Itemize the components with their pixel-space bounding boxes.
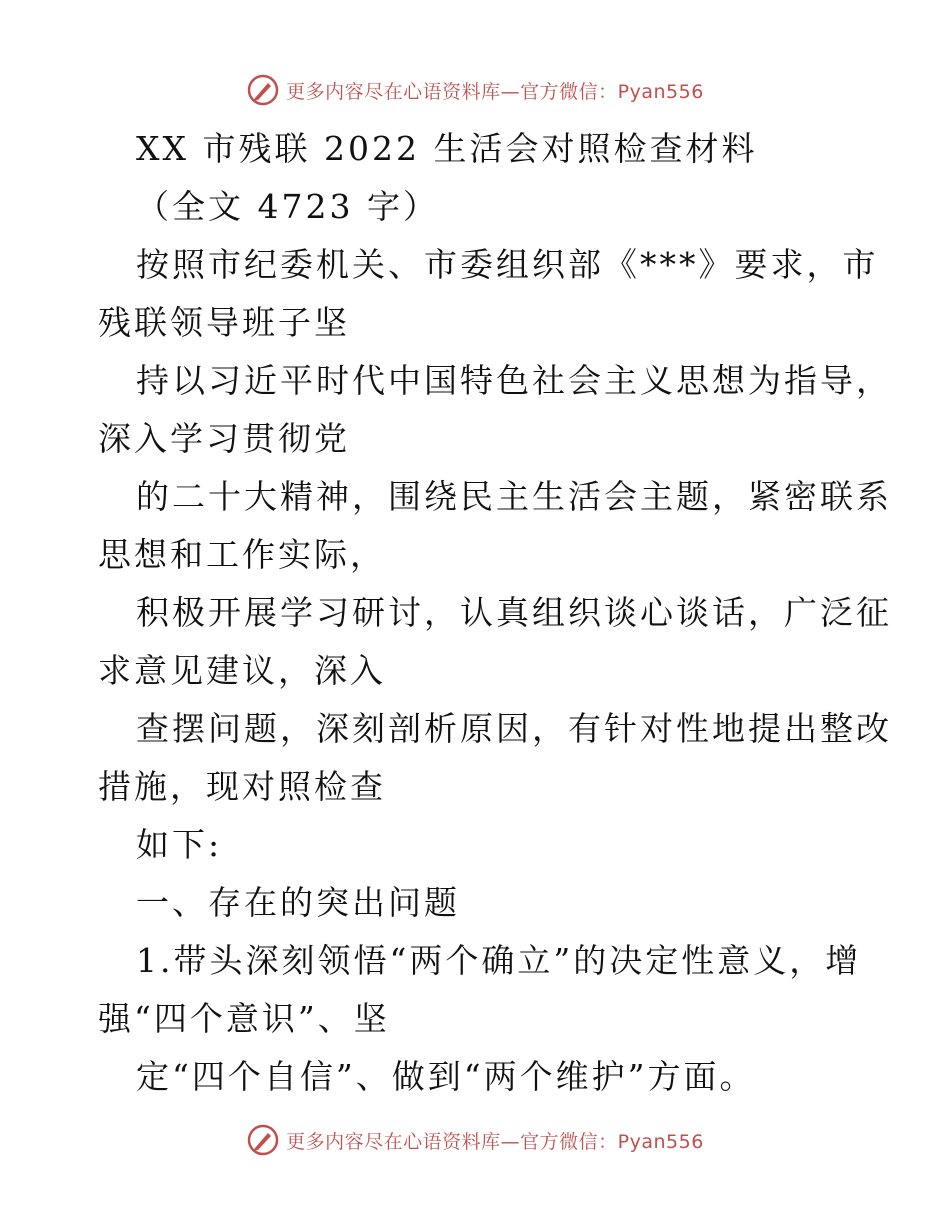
document-title: XX 市残联 2022 生活会对照检查材料	[136, 129, 758, 168]
watermark-text: 更多内容尽在心语资料库—官方微信：Pyan556	[286, 80, 704, 103]
paragraph-line: 积极开展学习研讨，认真组织谈心谈话，广泛征	[136, 593, 892, 632]
pen-circle-logo-icon	[246, 73, 280, 107]
list-item: 1.带头深刻领悟“两个确立”的决定性意义，增	[136, 941, 862, 980]
section-heading: 一、存在的突出问题	[136, 883, 460, 922]
word-count: （全文 4723 字）	[136, 187, 439, 226]
paragraph-line: 措施，现对照检查	[98, 767, 386, 806]
paragraph-line: 求意见建议，深入	[98, 651, 386, 690]
paragraph-line: 深入学习贯彻党	[98, 419, 350, 458]
paragraph-line: 查摆问题，深刻剖析原因，有针对性地提出整改	[136, 709, 892, 748]
watermark-banner-top	[0, 70, 950, 110]
document-body	[98, 120, 892, 1106]
paragraph-line: 持以习近平时代中国特色社会主义思想为指导，	[136, 361, 892, 400]
paragraph-line: 的二十大精神，围绕民主生活会主题，紧密联系	[136, 477, 892, 516]
paragraph-line: 如下:	[136, 825, 223, 864]
paragraph-line: 思想和工作实际，	[98, 535, 386, 574]
paragraph-line: 残联领导班子坚	[98, 303, 350, 342]
paragraph-line: 按照市纪委机关、市委组织部《***》要求，市	[136, 245, 879, 284]
watermark-banner-bottom	[0, 1120, 950, 1160]
watermark-text: 更多内容尽在心语资料库—官方微信：Pyan556	[286, 1130, 704, 1153]
list-item-continuation: 强“四个意识”、坚	[98, 999, 390, 1038]
list-item-continuation: 定“四个自信”、做到“两个维护”方面。	[136, 1057, 756, 1096]
pen-circle-logo-icon	[246, 1123, 280, 1157]
